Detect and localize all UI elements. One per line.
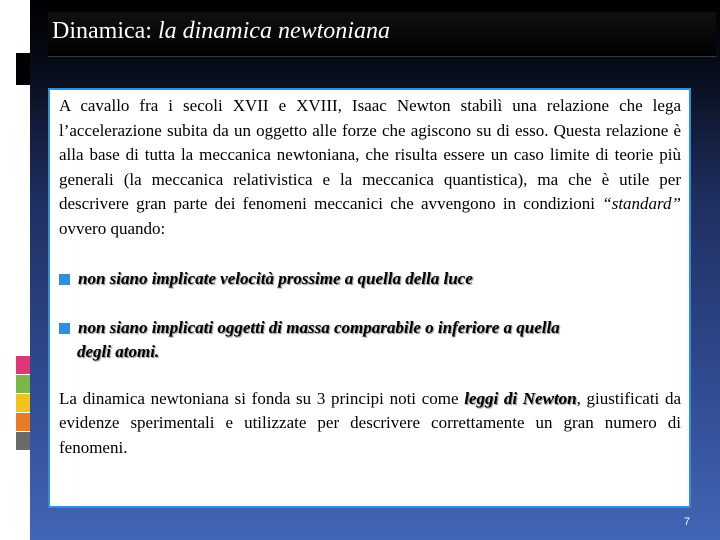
checkbox-bullet-icon: [59, 274, 70, 285]
sidebar-block-magenta: [16, 356, 30, 374]
standard-quote: “standard”: [602, 194, 681, 213]
title-italic: la dinamica newtoniana: [157, 18, 390, 44]
laws-text: La dinamica newtoniana si fonda su 3 principi noti come: [59, 388, 465, 408]
sidebar-block-green: [16, 375, 30, 393]
left-decoration-bar: [0, 0, 30, 540]
laws-suffix: , giustificati da evidenze sperimentali e utilizzate per descrivere correttamente un gran numero di fenomeni.: [59, 388, 681, 457]
page-number: 7: [683, 516, 690, 528]
intro-text: A cavallo fra i secoli XVII e XVIII, Isaac Newton stabilì una relazione che lega l’accelerazione subita da un oggetto alle forze che agiscono su di esso. Questa relazione è alla base di tutta la meccanica newtoniana, che risulta essere un caso limite di teorie più generali (la meccanica relativistica e la meccanica quantistica), ma che è utile per descrivere gran parte dei fenomeni meccanici che avvengono in condizioni: [59, 96, 681, 213]
intro-suffix: ovvero quando:: [59, 218, 166, 238]
bullet-2-text: non siano implicati oggetti di massa comparabile o inferiore a quella: [78, 317, 560, 337]
newton-laws-emphasis: leggi di Newton: [464, 388, 577, 408]
sidebar-block-gray: [16, 432, 30, 450]
bullet-2-continuation: degli atomi.: [77, 342, 160, 361]
content-box: [48, 88, 691, 508]
bullet-item-1: [59, 267, 681, 292]
sidebar-block-black: [16, 53, 30, 85]
slide-title: [52, 18, 390, 45]
checkbox-bullet-icon: [59, 323, 70, 334]
sidebar-block-orange: [16, 413, 30, 431]
bullet-item-2: [59, 316, 681, 365]
title-prefix: Dinamica:: [52, 18, 152, 44]
paragraph-laws: [59, 387, 681, 461]
sidebar-block-yellow: [16, 394, 30, 412]
bullet-1-text: non siano implicate velocità prossime a quella della luce: [78, 269, 473, 288]
paragraph-intro: [59, 94, 681, 241]
